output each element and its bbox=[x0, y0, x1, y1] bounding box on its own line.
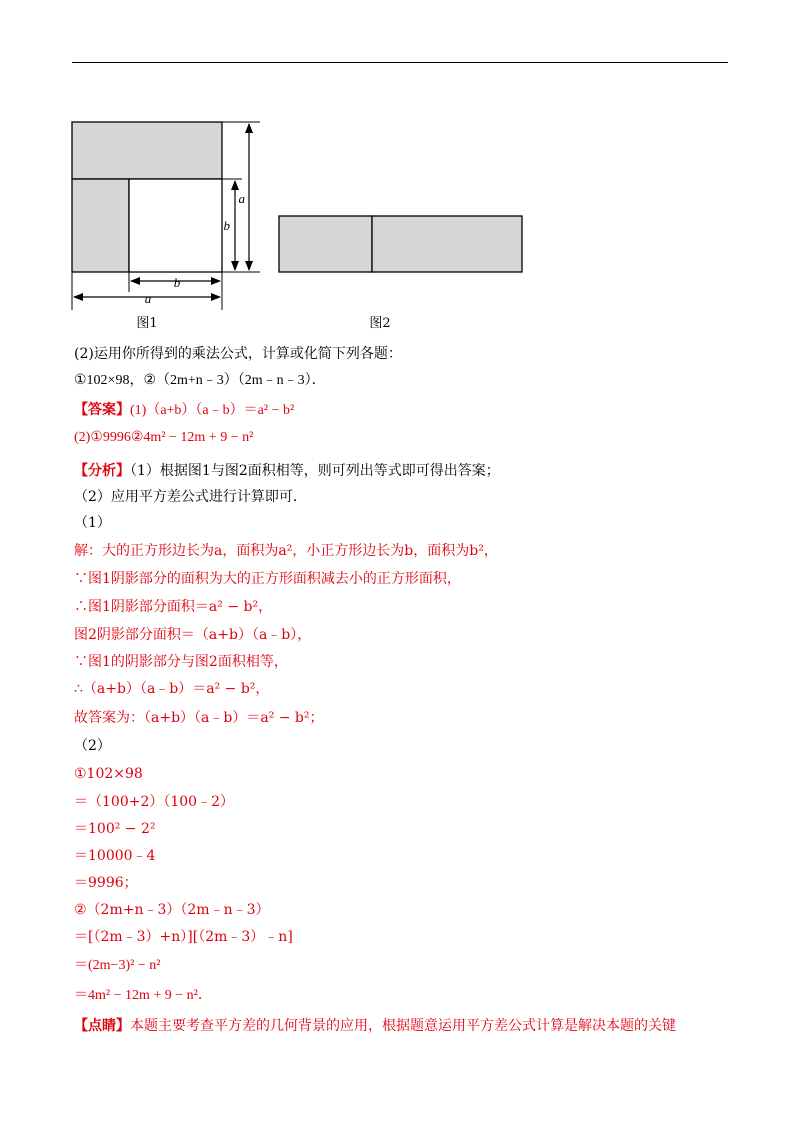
label-b-vertical: b bbox=[223, 218, 230, 233]
solution-line: （2） bbox=[74, 738, 111, 754]
answer-part-2: (2)①9996②4m² − 12m + 9 − n² bbox=[74, 430, 254, 445]
solution-line: 故答案为：（a+b）（a﹣b）＝a² − b²； bbox=[74, 710, 324, 726]
solution-line: 图2阴影部分面积＝（a+b）（a﹣b）， bbox=[74, 627, 312, 643]
solution-line: ①102×98 bbox=[74, 766, 143, 782]
answer-part-1: (1)（a+b）（a﹣b）＝a² − b² bbox=[130, 403, 295, 418]
question-line-2: ①102×98，②（2m+n﹣3）（2m﹣n﹣3）． bbox=[74, 373, 326, 388]
comment-tag: 【点睛】 bbox=[74, 1018, 130, 1034]
header-rule bbox=[72, 62, 728, 63]
answer-tag: 【答案】 bbox=[74, 402, 130, 418]
comment-line bbox=[74, 1016, 676, 1036]
analysis-line-2: （2）应用平方差公式进行计算即可． bbox=[74, 489, 307, 505]
fig2-right-rect bbox=[372, 216, 522, 272]
question-line-1: (2)运用你所得到的乘法公式，计算或化简下列各题： bbox=[74, 346, 402, 362]
answer-line-1 bbox=[74, 400, 294, 421]
solution-line: ∵图1阴影部分的面积为大的正方形面积减去小的正方形面积， bbox=[74, 571, 461, 587]
solution-line: ＝4m² − 12m + 9 − n²． bbox=[74, 988, 212, 1003]
label-a-vertical: a bbox=[238, 191, 245, 206]
fig1-left-shaded-rect bbox=[72, 179, 129, 272]
label-b-horizontal: b bbox=[173, 275, 181, 290]
analysis-text-1: （1）根据图1与图2面积相等，则可列出等式即可得出答案； bbox=[130, 463, 500, 479]
analysis-line-1 bbox=[74, 461, 500, 481]
figure-1 bbox=[72, 122, 260, 331]
solution-line: ＝（100+2）（100﹣2） bbox=[74, 794, 234, 810]
solution-line: ②（2m+n﹣3）（2m﹣n﹣3） bbox=[74, 902, 270, 918]
solution-line: 解：大的正方形边长为a，面积为a²，小正方形边长为b，面积为b²， bbox=[74, 543, 498, 559]
geometry-figure bbox=[60, 112, 540, 332]
label-a-horizontal: a bbox=[144, 291, 152, 306]
fig1-small-square bbox=[129, 179, 222, 272]
comment-text: 本题主要考查平方差的几何背景的应用，根据题意运用平方差公式计算是解决本题的关键 bbox=[130, 1018, 676, 1034]
solution-line: ＝100² − 2² bbox=[74, 821, 156, 837]
solution-line: ∴（a+b）（a﹣b）＝a² − b²， bbox=[74, 681, 270, 697]
solution-line: ＝(2m−3)² − n² bbox=[74, 958, 161, 973]
solution-line: ＝9996； bbox=[74, 875, 138, 891]
solution-line: ＝10000﹣4 bbox=[74, 848, 156, 864]
fig1-top-shaded-rect bbox=[72, 122, 222, 179]
fig2-left-rect bbox=[279, 216, 372, 272]
analysis-tag: 【分析】 bbox=[74, 463, 130, 479]
solution-line: （1） bbox=[74, 515, 111, 531]
solution-line: ∵图1的阴影部分与图2面积相等， bbox=[74, 654, 288, 670]
fig1-caption: 图1 bbox=[136, 316, 158, 331]
figure-2 bbox=[279, 216, 522, 331]
fig2-caption: 图2 bbox=[369, 316, 391, 331]
solution-line: ∴图1阴影部分面积＝a² − b²， bbox=[74, 599, 273, 615]
solution-line: ＝[（2m﹣3）+n）][（2m﹣3）﹣n] bbox=[74, 929, 293, 945]
